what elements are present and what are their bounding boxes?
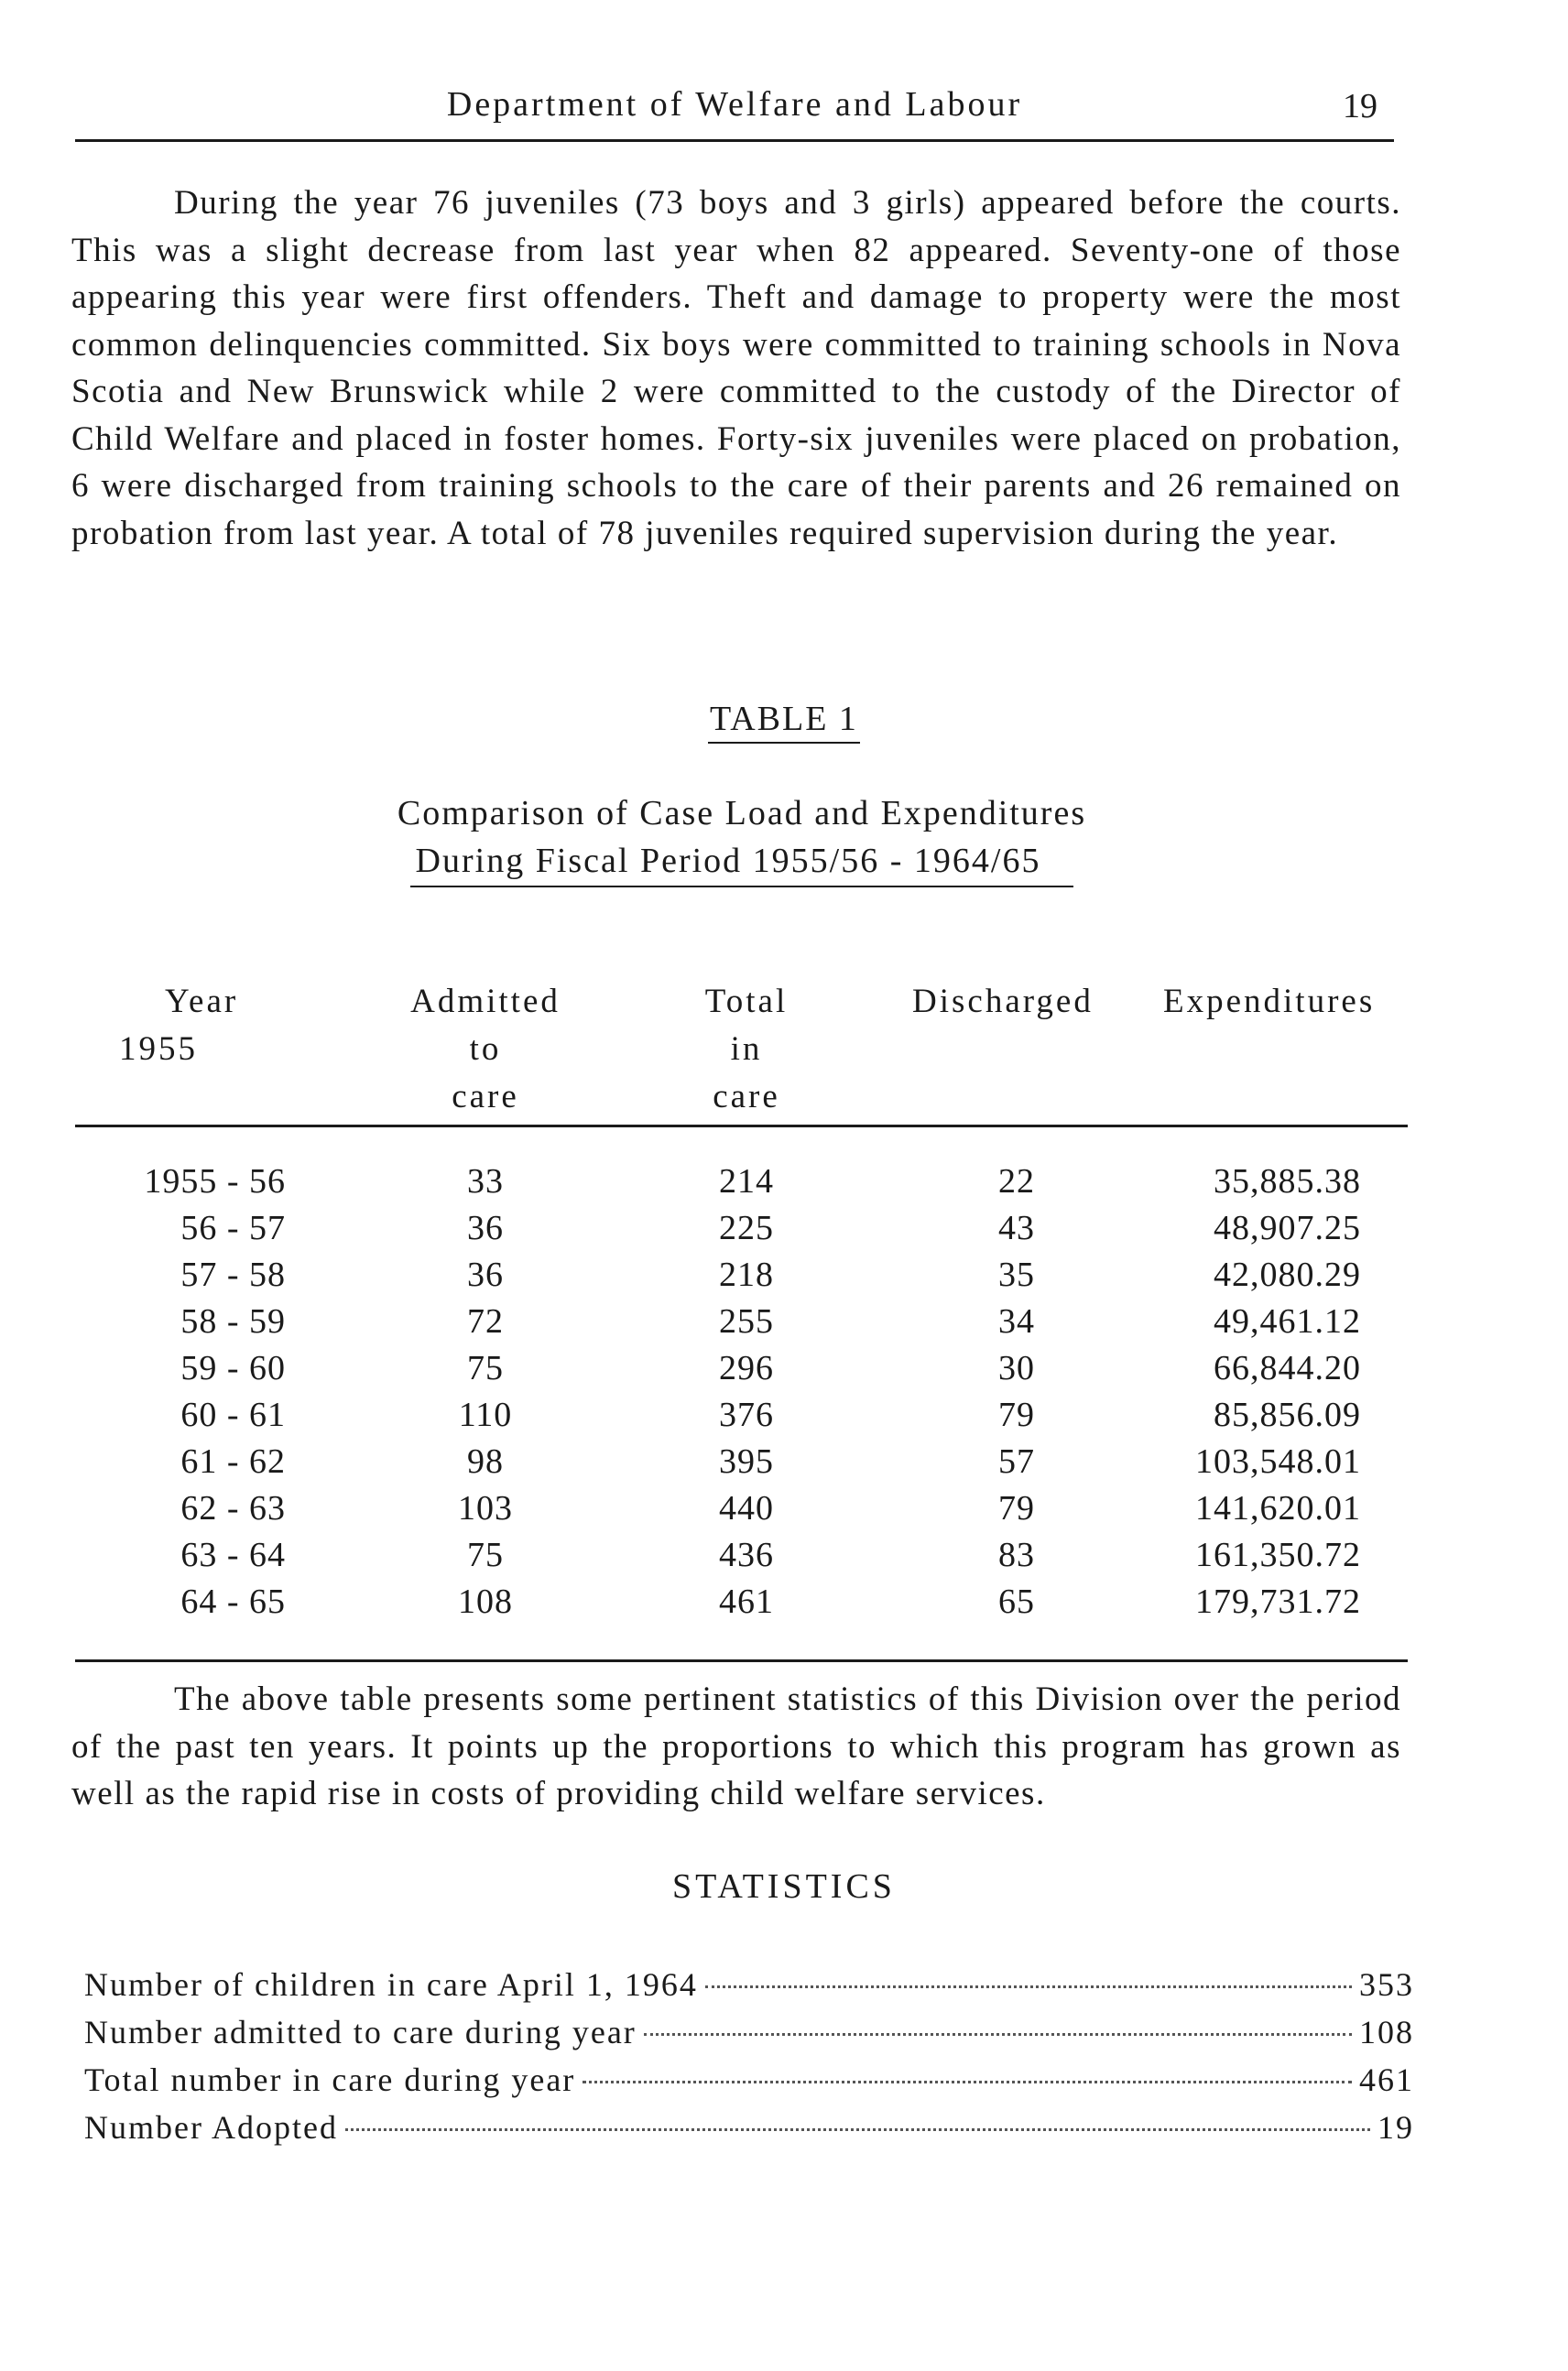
cell-admitted: 108 (458, 1582, 513, 1621)
statistic-value: 461 (1359, 2061, 1414, 2098)
statistic-label: Number admitted to care during year (84, 2014, 637, 2050)
cell-expenditures: 141,620.01 (1195, 1489, 1361, 1528)
statistic-label: Number Adopted (84, 2109, 338, 2146)
cell-discharged: 30 (998, 1349, 1035, 1387)
statistic-label: Total number in care during year (84, 2061, 576, 2098)
table-row (0, 1441, 1568, 1489)
cell-expenditures: 179,731.72 (1195, 1582, 1361, 1621)
running-title: Department of Welfare and Labour (446, 85, 1023, 124)
cell-admitted: 33 (467, 1162, 504, 1201)
dot-leader (644, 2033, 1352, 2036)
table-row (0, 1488, 1568, 1536)
cell-discharged: 79 (998, 1396, 1035, 1434)
cell-total: 461 (719, 1582, 774, 1621)
cell-admitted: 75 (467, 1536, 504, 1574)
table-row (0, 1395, 1568, 1442)
cell-total: 436 (719, 1536, 774, 1574)
header-discharged: Discharged (912, 983, 1094, 1020)
table-row (0, 1535, 1568, 1582)
cell-year: 64 - 65 (180, 1582, 286, 1621)
cell-expenditures: 42,080.29 (1214, 1256, 1361, 1294)
cell-discharged: 79 (998, 1489, 1035, 1528)
cell-year: 59 - 60 (180, 1349, 286, 1387)
table-row (0, 1255, 1568, 1302)
cell-discharged: 83 (998, 1536, 1035, 1574)
cell-year: 63 - 64 (180, 1536, 286, 1574)
cell-total: 225 (719, 1209, 774, 1247)
table-bottom-rule (75, 1659, 1408, 1662)
statistic-value: 108 (1359, 2014, 1414, 2050)
cell-year: 56 - 57 (180, 1209, 286, 1247)
cell-expenditures: 35,885.38 (1214, 1162, 1361, 1201)
cell-year: 62 - 63 (180, 1489, 286, 1528)
dot-leader (705, 1985, 1352, 1988)
intro-paragraph: During the year 76 juveniles (73 boys and 3 girls) appeared before the courts. This was a slight decrease from last year when 82 appeared. Seventy-one of those appearing this year were first offenders. Theft and damage to property were the most common delinquencies committed. Six boys were committed to training schools in Nova Scotia and New Brunswick while 2 were committed to the custody of the Director of Child Welfare and placed in foster homes. Forty-six juveniles were placed on probation, 6 were discharged from training schools to the care of their parents and 26 remained on probation from last year. A total of 78 juveniles required supervision during the year. (71, 184, 1401, 552)
table-row (0, 1582, 1568, 1629)
cell-total: 218 (719, 1256, 774, 1294)
statistic-item (84, 1965, 1414, 2013)
cell-total: 255 (719, 1302, 774, 1341)
cell-year: 61 - 62 (180, 1442, 286, 1481)
cell-admitted: 72 (467, 1302, 504, 1341)
cell-admitted: 36 (467, 1256, 504, 1294)
statistic-item (84, 2108, 1414, 2156)
statistic-item (84, 2061, 1414, 2108)
summary-paragraph: The above table presents some pertinent statistics of this Division over the period of the past ten years. It points up the proportions to which this program has grown as well as the rapid rise in costs of providing child welfare services. (71, 1680, 1401, 1812)
cell-total: 376 (719, 1396, 774, 1434)
cell-discharged: 43 (998, 1209, 1035, 1247)
statistic-item (84, 2013, 1414, 2061)
table-row (0, 1348, 1568, 1396)
dot-leader (583, 2081, 1352, 2083)
cell-discharged: 65 (998, 1582, 1035, 1621)
header-year: Year 1955 (119, 983, 239, 1068)
cell-discharged: 57 (998, 1442, 1035, 1481)
page-number: 19 (1343, 87, 1377, 125)
table-row (0, 1161, 1568, 1209)
table-caption-line2: During Fiscal Period 1955/56 - 1964/65 (0, 841, 1484, 881)
cell-admitted: 110 (458, 1396, 513, 1434)
cell-admitted: 36 (467, 1209, 504, 1247)
cell-year: 60 - 61 (180, 1396, 286, 1434)
cell-admitted: 75 (467, 1349, 504, 1387)
cell-total: 440 (719, 1489, 774, 1528)
cell-expenditures: 85,856.09 (1214, 1396, 1361, 1434)
cell-expenditures: 161,350.72 (1195, 1536, 1361, 1574)
cell-year: 58 - 59 (180, 1302, 286, 1341)
statistic-value: 353 (1359, 1966, 1414, 2003)
cell-total: 296 (719, 1349, 774, 1387)
statistic-label: Number of children in care April 1, 1964 (84, 1966, 698, 2003)
header-total: Total in care (704, 983, 789, 1115)
cell-total: 214 (719, 1162, 774, 1201)
cell-admitted: 98 (467, 1442, 504, 1481)
table-row (0, 1208, 1568, 1256)
cell-expenditures: 103,548.01 (1195, 1442, 1361, 1481)
statistic-value: 19 (1377, 2109, 1414, 2146)
page-header (75, 84, 1394, 142)
cell-expenditures: 48,907.25 (1214, 1209, 1361, 1247)
cell-discharged: 34 (998, 1302, 1035, 1341)
table-top-rule (75, 1125, 1408, 1127)
header-expenditures: Expenditures (1163, 983, 1376, 1020)
statistics-title: STATISTICS (672, 1867, 896, 1906)
cell-year: 57 - 58 (180, 1256, 286, 1294)
table-row (0, 1301, 1568, 1349)
cell-year: 1955 - 56 (144, 1162, 286, 1201)
dot-leader (345, 2128, 1370, 2131)
table-label: TABLE 1 (0, 699, 1568, 739)
header-admitted: Admitted to care (410, 983, 561, 1115)
cell-expenditures: 66,844.20 (1214, 1349, 1361, 1387)
cell-discharged: 35 (998, 1256, 1035, 1294)
table-caption-line1: Comparison of Case Load and Expenditures (397, 794, 1087, 832)
cell-discharged: 22 (998, 1162, 1035, 1201)
cell-expenditures: 49,461.12 (1214, 1302, 1361, 1341)
cell-total: 395 (719, 1442, 774, 1481)
cell-admitted: 103 (458, 1489, 513, 1528)
